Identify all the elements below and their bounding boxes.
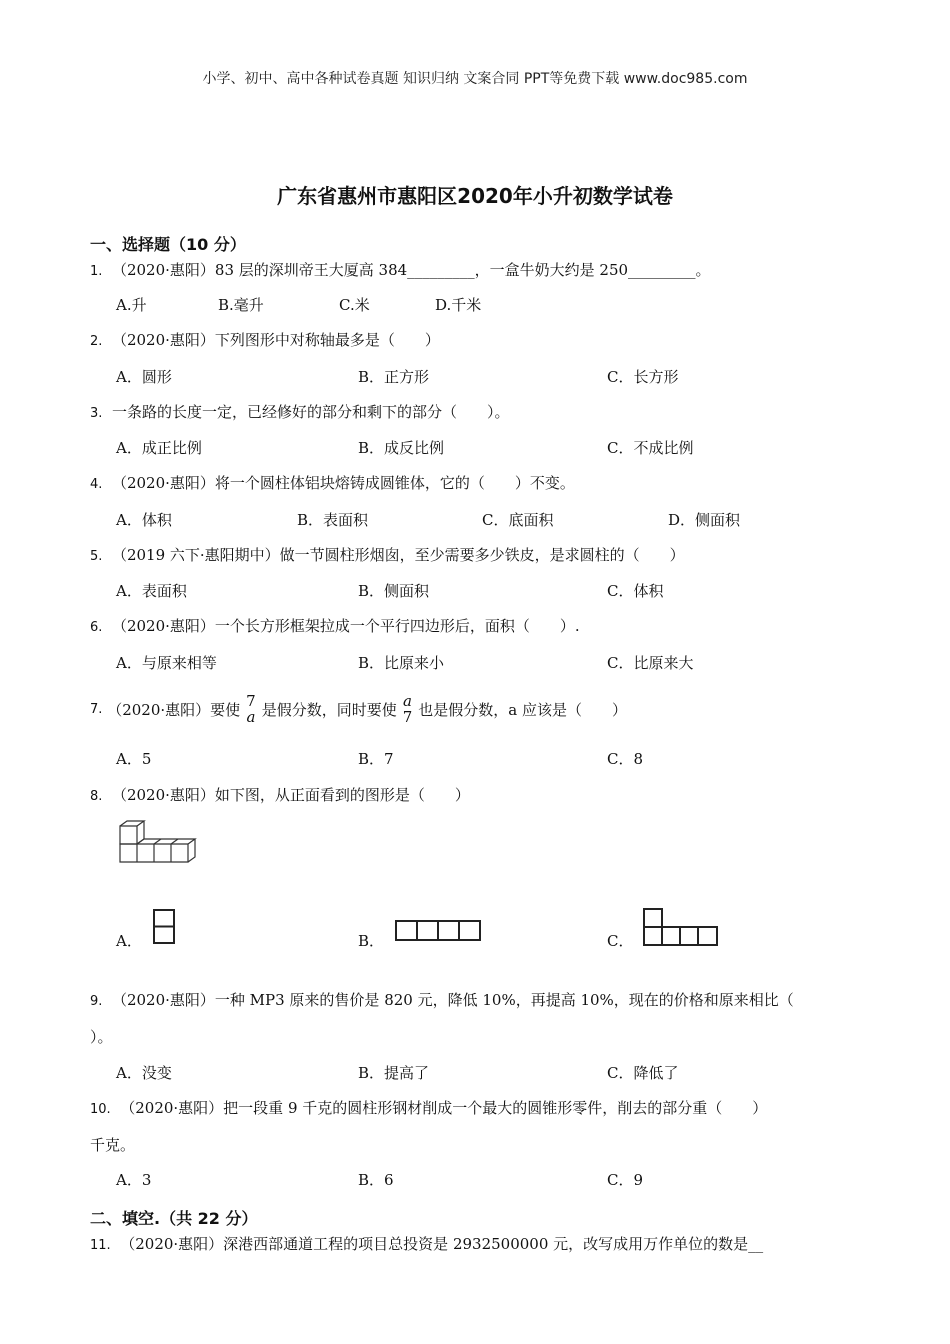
- question-text: （2020·惠阳）一个长方形框架拉成一个平行四边形后，面积（ ）.: [111, 617, 580, 635]
- option: B．表面积: [297, 511, 369, 529]
- question-number: 6.: [90, 620, 103, 635]
- question-number: 1.: [90, 264, 103, 279]
- option: A．表面积: [116, 582, 187, 600]
- option: C．长方形: [607, 368, 679, 386]
- option: D.千米: [435, 296, 482, 314]
- question-text-continued: 千克。: [90, 1136, 136, 1154]
- question-1: [90, 259, 711, 280]
- option: C．8: [607, 750, 644, 768]
- question-text: （2020·惠阳）83 层的深圳帝王大厦高 384_________，一盒牛奶大约是 250_________。: [111, 261, 711, 279]
- fraction-a-over-7: [403, 693, 413, 726]
- option: C．不成比例: [607, 439, 694, 457]
- question-number: 10.: [90, 1102, 111, 1117]
- question-text: （2020·惠阳）把一段重 9 千克的圆柱形钢材削成一个最大的圆锥形零件，削去的部分重（ ）: [120, 1099, 768, 1117]
- question-4: [90, 472, 575, 493]
- option-a-shape: [153, 909, 175, 945]
- option: C．: [607, 932, 634, 950]
- option: B．6: [358, 1171, 394, 1189]
- question-number: 5.: [90, 549, 103, 564]
- numerator: a: [403, 691, 412, 710]
- question-2: [90, 329, 440, 350]
- option: A．与原来相等: [116, 654, 217, 672]
- option: A.升: [116, 296, 147, 314]
- section-choice-heading: 一、选择题（10 分）: [90, 235, 246, 254]
- question-text: 是假分数，同时要使: [261, 700, 397, 719]
- question-text: 一条路的长度一定，已经修好的部分和剩下的部分（ ）。: [111, 403, 510, 421]
- option: C．比原来大: [607, 654, 694, 672]
- question-text: （2020·惠阳）将一个圆柱体铝块熔铸成圆锥体，它的（ ）不变。: [111, 474, 575, 492]
- question-number: 8.: [90, 789, 103, 804]
- fraction-7-over-a: [246, 693, 256, 726]
- question-6: [90, 615, 580, 636]
- exam-title: 广东省惠州市惠阳区2020年小升初数学试卷: [277, 184, 673, 208]
- option: A．没变: [116, 1064, 172, 1082]
- option: B.毫升: [218, 296, 264, 314]
- question-text: （2020·惠阳）深港西部通道工程的项目总投资是 2932500000 元，改写成用万作单位的数是__: [120, 1235, 764, 1253]
- option: C．体积: [607, 582, 664, 600]
- page-header: 小学、初中、高中各种试卷真题 知识归纳 文案合同 PPT等免费下载 www.doc985.com: [202, 71, 748, 87]
- question-text: （2020·惠阳）要使: [107, 700, 241, 719]
- option: A．5: [116, 750, 152, 768]
- option-b-shape: [395, 920, 481, 942]
- question-number: 9.: [90, 994, 103, 1009]
- option: A．成正比例: [116, 439, 202, 457]
- question-10: [90, 1097, 767, 1118]
- question-3: [90, 401, 509, 422]
- question-7: [90, 686, 627, 732]
- option: B．7: [358, 750, 394, 768]
- option: B．提高了: [358, 1064, 430, 1082]
- denominator: 7: [402, 708, 413, 726]
- option: C.米: [339, 296, 370, 314]
- section-fill-heading: 二、填空.（共 22 分）: [90, 1209, 258, 1228]
- question-number: 4.: [90, 477, 103, 492]
- question-number: 11.: [90, 1238, 111, 1253]
- option: B．侧面积: [358, 582, 430, 600]
- question-11: [90, 1233, 763, 1254]
- question-9: [90, 989, 794, 1010]
- option: C．底面积: [482, 511, 554, 529]
- option: C．9: [607, 1171, 644, 1189]
- question-text: （2020·惠阳）下列图形中对称轴最多是（ ）: [111, 331, 440, 349]
- question-8: [90, 784, 470, 805]
- question-text: （2019 六下·惠阳期中）做一节圆柱形烟囱，至少需要多少铁皮，是求圆柱的（ ）: [111, 546, 685, 564]
- option: B．正方形: [358, 368, 430, 386]
- question-text: 也是假分数，a 应该是（ ）: [418, 700, 627, 719]
- option: B．: [358, 932, 385, 950]
- question-5: [90, 544, 685, 565]
- option-c-shape: [643, 908, 719, 946]
- option: A．圆形: [116, 368, 172, 386]
- option: C．降低了: [607, 1064, 679, 1082]
- option: A．: [116, 932, 142, 950]
- option: A．体积: [116, 511, 172, 529]
- cube-stack-figure: [118, 820, 198, 865]
- option: B．成反比例: [358, 439, 445, 457]
- option: D．侧面积: [668, 511, 741, 529]
- question-number: 7.: [90, 701, 103, 717]
- question-number: 2.: [90, 334, 103, 349]
- numerator: 7: [246, 691, 256, 710]
- question-number: 3.: [90, 406, 103, 421]
- question-text-continued: ）。: [90, 1028, 113, 1046]
- question-text: （2020·惠阳）如下图，从正面看到的图形是（ ）: [111, 786, 470, 804]
- option: B．比原来小: [358, 654, 445, 672]
- option: A．3: [116, 1171, 152, 1189]
- question-text: （2020·惠阳）一种 MP3 原来的售价是 820 元，降低 10%，再提高 10%，现在的价格和原来相比（: [111, 991, 794, 1009]
- denominator: a: [246, 708, 256, 726]
